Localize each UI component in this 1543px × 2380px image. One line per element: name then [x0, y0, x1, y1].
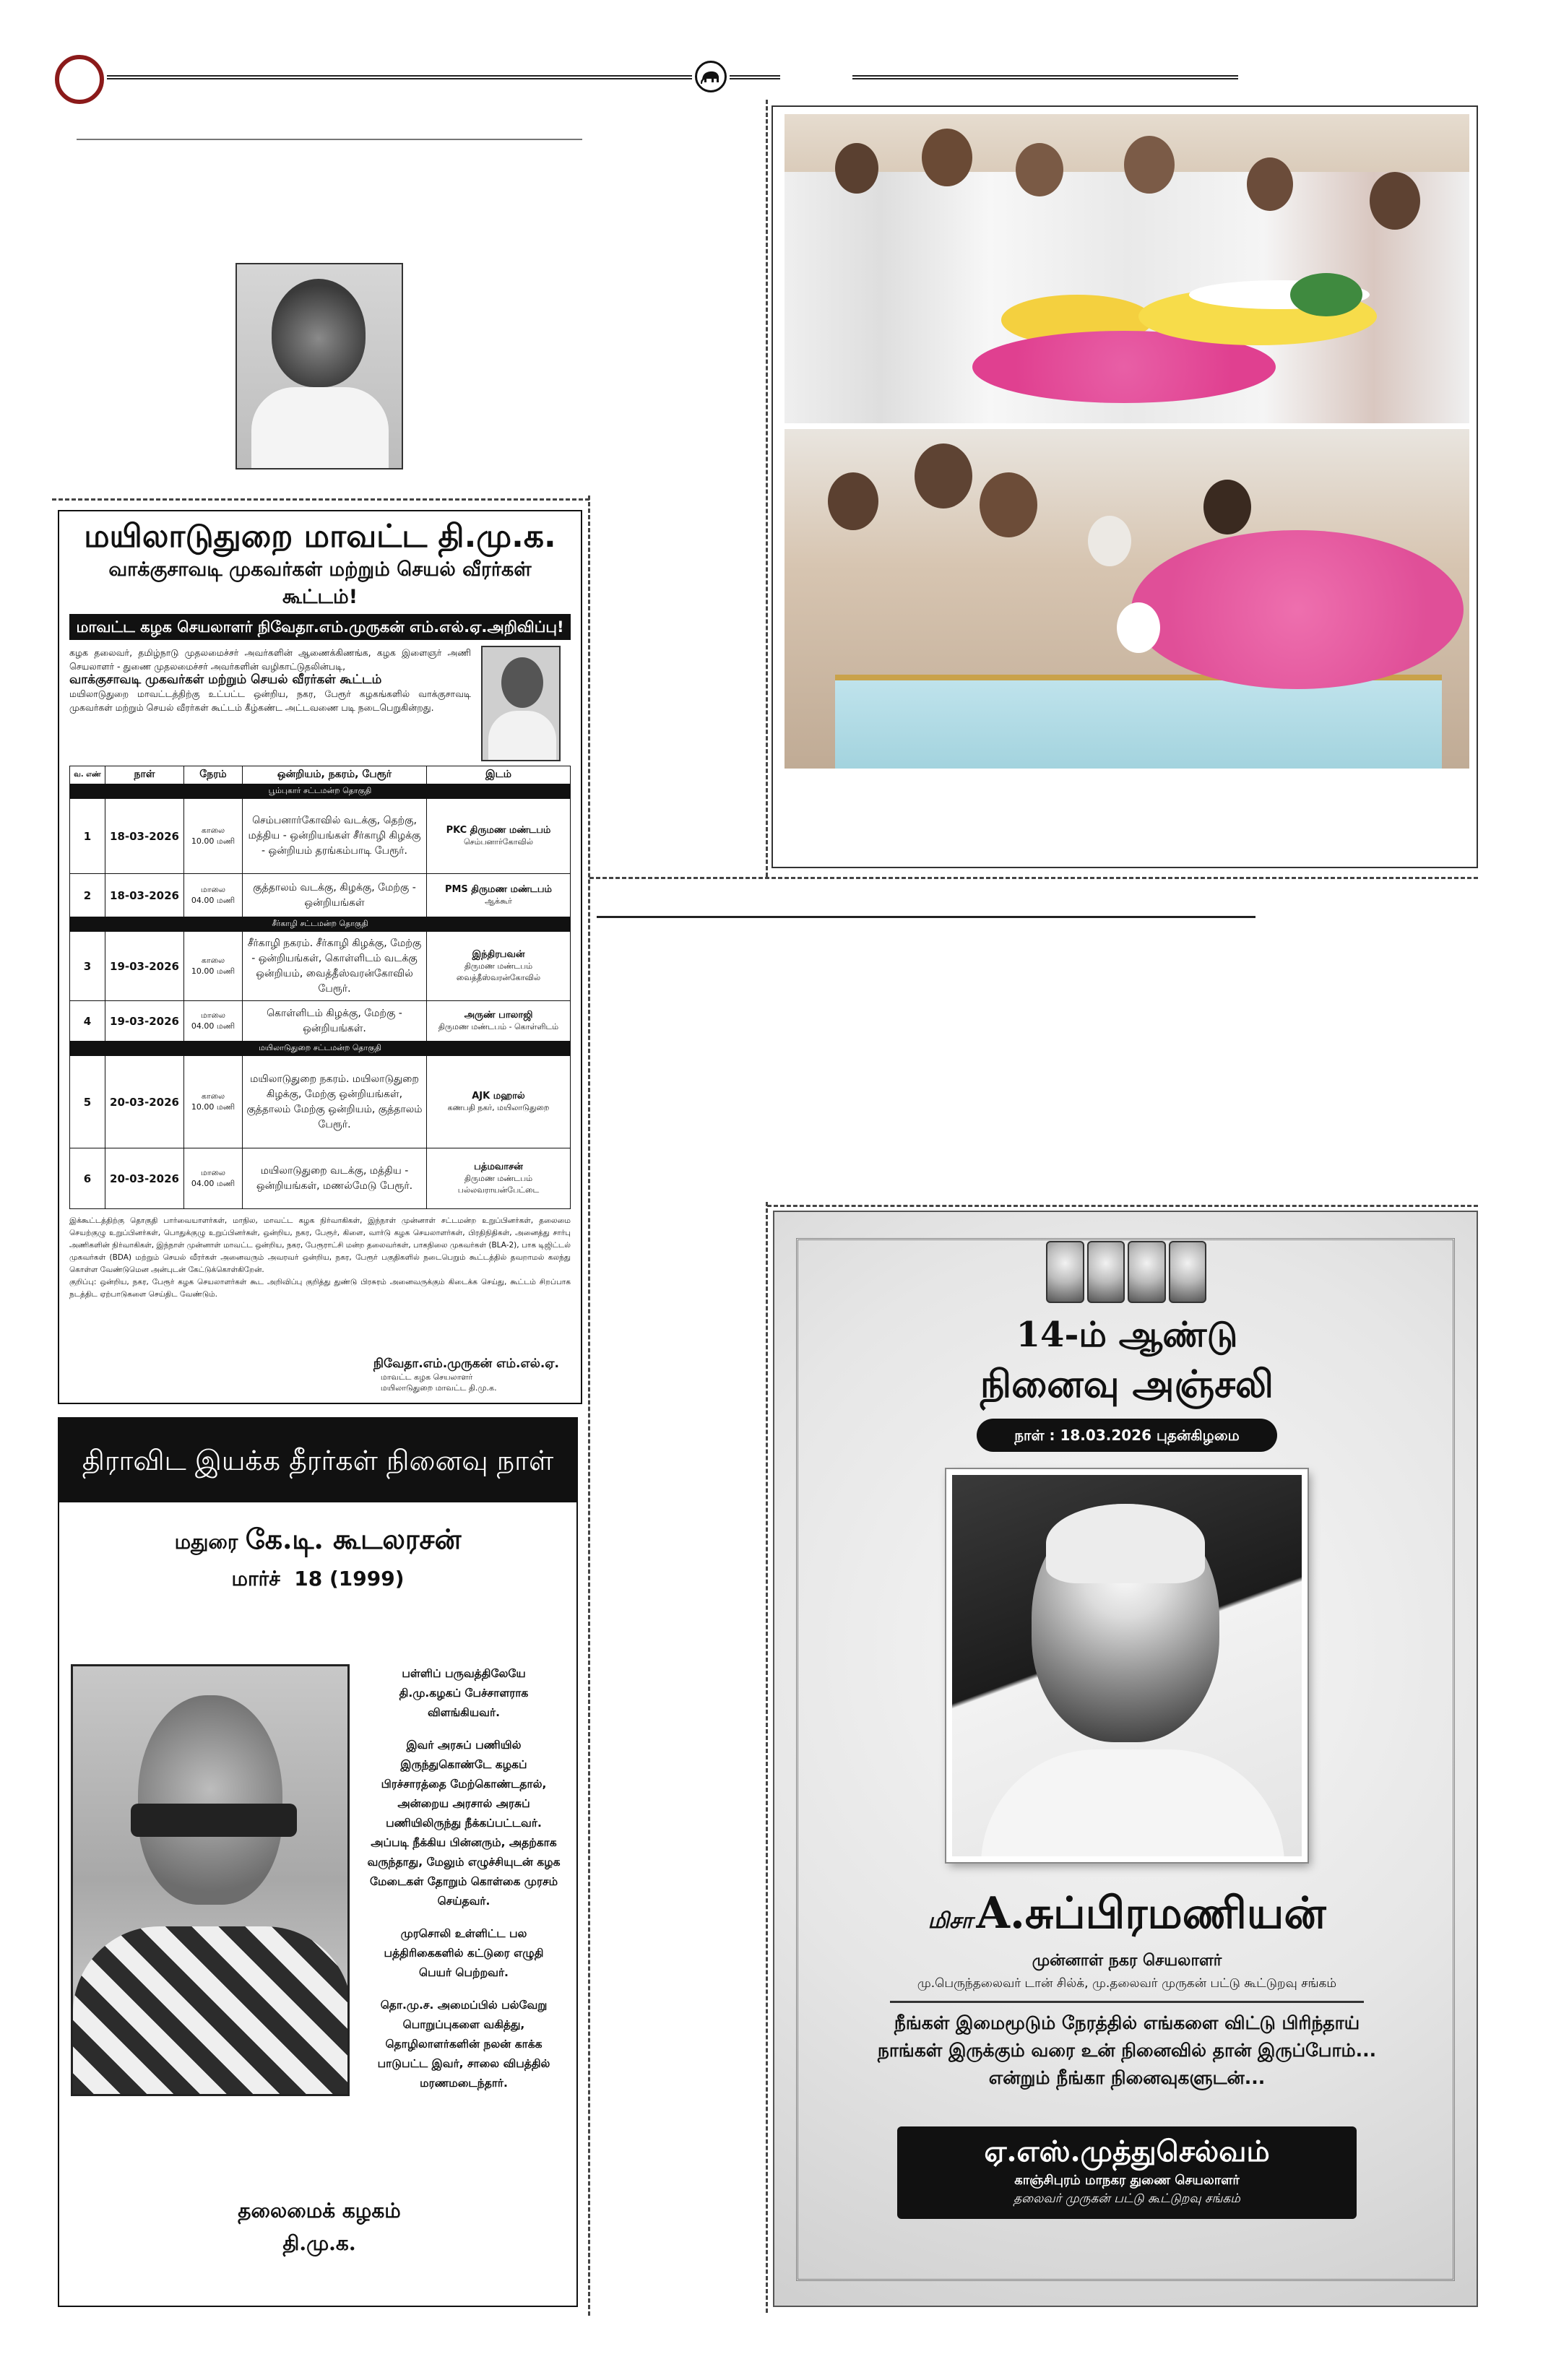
- memorial-box: [58, 1417, 578, 2307]
- anjali-divider: [890, 2001, 1364, 2003]
- dmk-ad-box: [58, 510, 582, 1404]
- elephant-icon: [695, 61, 727, 92]
- section-row: சீர்காழி சட்டமன்ற தொகுதி: [70, 917, 571, 932]
- table-row: 1 18-03-2026 காலை 10.00 மணி செம்பனார்கோவில் வடக்கு, தெற்கு, மத்திய - ஒன்றியங்கள் சீர்காழி கிழக்கு - ஒன்றியம் தரங்கம்பாடி பேரூர். PKC திருமண மண்டபம் செம்பனார்கோவில்: [70, 799, 571, 874]
- col-header: நேரம்: [184, 766, 243, 784]
- section-row: மயிலாடுதுறை சட்டமன்ற தொகுதி: [70, 1042, 571, 1056]
- schedule-table: [69, 766, 571, 1209]
- portrait-photo: [235, 263, 403, 469]
- ad-announce-bar: மாவட்ட கழக செயலாளர் நிவேதா.எம்.முருகன் எம்.எல்.ஏ.அறிவிப்பு!: [69, 614, 571, 640]
- anjali-date-pill: நாள் : 18.03.2026 புதன்கிழமை: [977, 1419, 1277, 1452]
- sign-unit: மயிலாடுதுறை மாவட்ட தி.மு.க.: [380, 1383, 497, 1393]
- col-header: நாள்: [105, 766, 184, 784]
- table-row: 3 19-03-2026 காலை 10.00 மணி சீர்காழி நகரம். சீர்காழி கிழக்கு, மேற்கு - ஒன்றியங்கள், கொள்ளிடம் வடக்கு ஒன்றியம், வைத்தீஸ்வரன்கோவில் பேரூர். இந்திரபவன் திருமண மண்டபம் வைத்தீஸ்வரன்கோவில்: [70, 932, 571, 1001]
- memorial-para-3: முரசொலி உள்ளிட்ட பல பத்திரிகைகளில் கட்டுரை எழுதி பெயர் பெற்றவர்.: [384, 1927, 544, 1979]
- anjali-verse-3: என்றும் நீங்கா நினைவுகளுடன்...: [988, 2067, 1266, 2088]
- memorial-para-1: பள்ளிப் பருவத்திலேயே தி.மு.கழகப் பேச்சாளராக விளங்கியவர்.: [399, 1667, 529, 1719]
- anjali-title-2: நினைவு அஞ்சலி: [980, 1362, 1274, 1406]
- memorial-para-4: தொ.மு.ச. அமைப்பில் பல்வேறு பொறுப்புகளை வகித்து, தொழிலாளர்களின் நலன் காக்க பாடுபட்ட இவர், சாலை விபத்தில் மரணமடைந்தார்.: [377, 1999, 550, 2090]
- anjali-sender-box: [897, 2126, 1357, 2219]
- memorial-photo: [71, 1664, 350, 2096]
- memorial-sign-1: தலைமைக் கழகம்: [238, 2199, 401, 2223]
- memorial-sign-2: தி.மு.க.: [282, 2231, 356, 2255]
- anjali-role: முன்னாள் நகர செயலாளர்: [1032, 1952, 1222, 1970]
- anjali-verse-2: நாங்கள் இருக்கும் வரை உன் நினைவில் தான் இருப்போம்...: [877, 2040, 1377, 2061]
- table-row: 4 19-03-2026 மாலை 04.00 மணி கொள்ளிடம் கிழக்கு, மேற்கு - ஒன்றியங்கள். அருண் பாலாஜி திருமண மண்டபம் - கொள்ளிடம்: [70, 1001, 571, 1042]
- anjali-sender-org: தலைவர் முருகன் பட்டு கூட்டுறவு சங்கம்: [1013, 2191, 1240, 2206]
- anjali-name-prefix: மிசா: [928, 1908, 973, 1934]
- ad-title: மயிலாடுதுறை மாவட்ட தி.மு.க.: [84, 518, 556, 555]
- anjali-frame-top-dash: [767, 1205, 1478, 1207]
- leader-photo: [1128, 1241, 1166, 1303]
- ad-footer-note: குறிப்பு: ஒன்றிய, நகர, பேரூர் கழக செயலாளர்கள் கூட அறிவிப்பு குறித்து துண்டு பிரசுரம் அனைவருக்கும் கிடைக்க செய்து, கூட்டம் சிறப்பாக நடத்திட ஏற்பாடுகளை செய்திட வேண்டும்.: [69, 1278, 571, 1299]
- dashed-rule: [52, 498, 589, 501]
- header-rule-left: [107, 75, 692, 79]
- col-header: இடம்: [427, 766, 571, 784]
- column-divider: [588, 496, 590, 2316]
- ad-subtitle: வாக்குசாவடி முகவர்கள் மற்றும் செயல் வீரர்கள் கூட்டம்!: [108, 558, 532, 608]
- ad-intro-1: கழக தலைவர், தமிழ்நாடு முதலமைச்சர் அவர்களின் ஆணைக்கிணங்க, கழக இளைஞர் அணி செயலாளர் - துணை முதலமைச்சர் அவர்களின் வழிகாட்டுதலின்படி,: [69, 647, 471, 672]
- photo-frame-left-dash: [766, 100, 768, 877]
- anjali-name: A.சுப்பிரமணியன்: [976, 1888, 1326, 1939]
- anjali-sender-role: காஞ்சிபுரம் மாநகர துணை செயலாளர்: [1014, 2173, 1240, 2188]
- sign-name: நிவேதா.எம்.முருகன் எம்.எல்.ஏ.: [373, 1356, 559, 1371]
- header-rule-mid: [730, 75, 780, 79]
- col-header: வ. எண்: [70, 766, 105, 784]
- event-photo-2: [785, 429, 1469, 769]
- header-circle-logo: [55, 55, 104, 104]
- table-row: 5 20-03-2026 காலை 10.00 மணி மயிலாடுதுறை நகரம். மயிலாடுதுறை கிழக்கு, மேற்கு ஒன்றியங்கள், குத்தாலம் மேற்கு ஒன்றியம், குத்தாலம் பேரூர். AJK மஹால் கணபதி நகர், மயிலாடுதுறை: [70, 1056, 571, 1148]
- anjali-frame-dash: [766, 1202, 768, 2313]
- separator-line: [77, 139, 582, 140]
- table-row: 6 20-03-2026 மாலை 04.00 மணி மயிலாடுதுறை வடக்கு, மத்திய - ஒன்றியங்கள், மணல்மேடு பேரூர். பத்மவாசன் திருமண மண்டபம் பல்லவராயன்பேட்டை: [70, 1148, 571, 1209]
- header-rule-right: [852, 75, 1238, 79]
- memorial-banner: திராவிட இயக்க தீரர்கள் நினைவு நாள்: [59, 1419, 576, 1502]
- anjali-panel: [773, 1211, 1478, 2307]
- section-row: பூம்புகார் சட்டமன்ற தொகுதி: [70, 784, 571, 799]
- leaders-strip: [1046, 1241, 1206, 1302]
- event-photo-1: [785, 114, 1469, 423]
- sign-role: மாவட்ட கழக செயலாளர்: [380, 1372, 473, 1382]
- leader-photo: [1169, 1241, 1207, 1303]
- anjali-sender: ஏ.எஸ்.முத்துசெல்வம்: [984, 2134, 1270, 2168]
- memorial-para-2: இவர் அரசுப் பணியில் இருந்துகொண்டே கழகப் பிரச்சாரத்தை மேற்கொண்டதால், அன்றைய அரசால் அரசுப் பணியிலிருந்து நீக்கப்பட்டவர். அப்படி நீக்கிய பின்னரும், அதற்காக வருந்தாது, மேலும் எழுச்சியுடன் கழக மேடைகள் தோறும் கொள்கை முரசம் செய்தவர்.: [367, 1739, 561, 1908]
- anjali-verse-1: நீங்கள் இமைமூடும் நேரத்தில் எங்களை விட்டு பிரிந்தாய்: [894, 2012, 1360, 2033]
- dashed-rule-2: [589, 877, 1478, 879]
- ad-intro-bold: வாக்குசாவடி முகவர்கள் மற்றும் செயல் வீரர்கள் கூட்டம்: [69, 672, 382, 687]
- anjali-portrait: [946, 1469, 1308, 1862]
- ad-intro-2: மயிலாடுதுறை மாவட்டத்திற்கு உட்பட்ட ஒன்றிய, நகர, பேரூர் கழகங்களில் வாக்குசாவடி முகவர்கள் மற்றும் செயல் வீரர்கள் கூட்டம் கீழ்கண்ட அட்டவணை படி நடைபெறுகின்றது.: [69, 688, 471, 713]
- ad-footer-text: இக்கூட்டத்திற்கு தொகுதி பார்வையாளர்கள், மாநில, மாவட்ட கழக நிர்வாகிகள், இந்நாள் முன்னாள் சட்டமன்ற உறுப்பினர்கள், தலைமை செயற்குழு உறுப்பினர்கள், பொதுக்குழு உறுப்பினர்கள், ஒன்றிய, நகர, பேரூர், கிளை, வார்டு கழக செயலாளர்கள், பிரதிநிதிகள், அனைத்து சார்பு அணிகளின் நிர்வாகிகள், இந்நாள் முன்னாள் மாவட்ட ஒன்றிய, நகர, பேரூராட்சி மன்ற தலைவர்கள், பாகநிலை முகவர்கள் (BLA-2), பாக டிஜிட்டல் முகவர்கள் (BDA) மற்றும் செயல் வீரர்கள் அனைவரும் அவரவர் ஒன்றிய, நகர, பேரூர் பகுதிகளில் நடைபெறும் கூட்டத்தில் தவறாமல் கலந்து கொள்ள வேண்டுமென அன்புடன் கேட்டுக்கொள்கிறேன்.: [69, 1216, 571, 1274]
- anjali-title-1: 14-ம் ஆண்டு: [1016, 1315, 1238, 1355]
- memorial-name: கே.டி. கூடலரசன்: [245, 1523, 462, 1555]
- leader-photo: [1046, 1241, 1084, 1303]
- table-row: 2 18-03-2026 மாலை 04.00 மணி குத்தாலம் வடக்கு, கிழக்கு, மேற்கு - ஒன்றியங்கள் PMS திருமண மண்டபம் ஆக்கூர்: [70, 874, 571, 917]
- anjali-org: மு.பெருந்தலைவர் டான் சில்க், மு.தலைவர் முருகன் பட்டு கூட்டுறவு சங்கம்: [917, 1976, 1337, 1991]
- separator-line-right: [597, 916, 1255, 918]
- leader-photo: [1087, 1241, 1125, 1303]
- memorial-name-prefix: மதுரை: [174, 1530, 238, 1554]
- secretary-photo: [481, 646, 561, 761]
- col-header: ஒன்றியம், நகரம், பேரூர்: [243, 766, 427, 784]
- memorial-date: மார்ச் 18 (1999): [231, 1567, 405, 1591]
